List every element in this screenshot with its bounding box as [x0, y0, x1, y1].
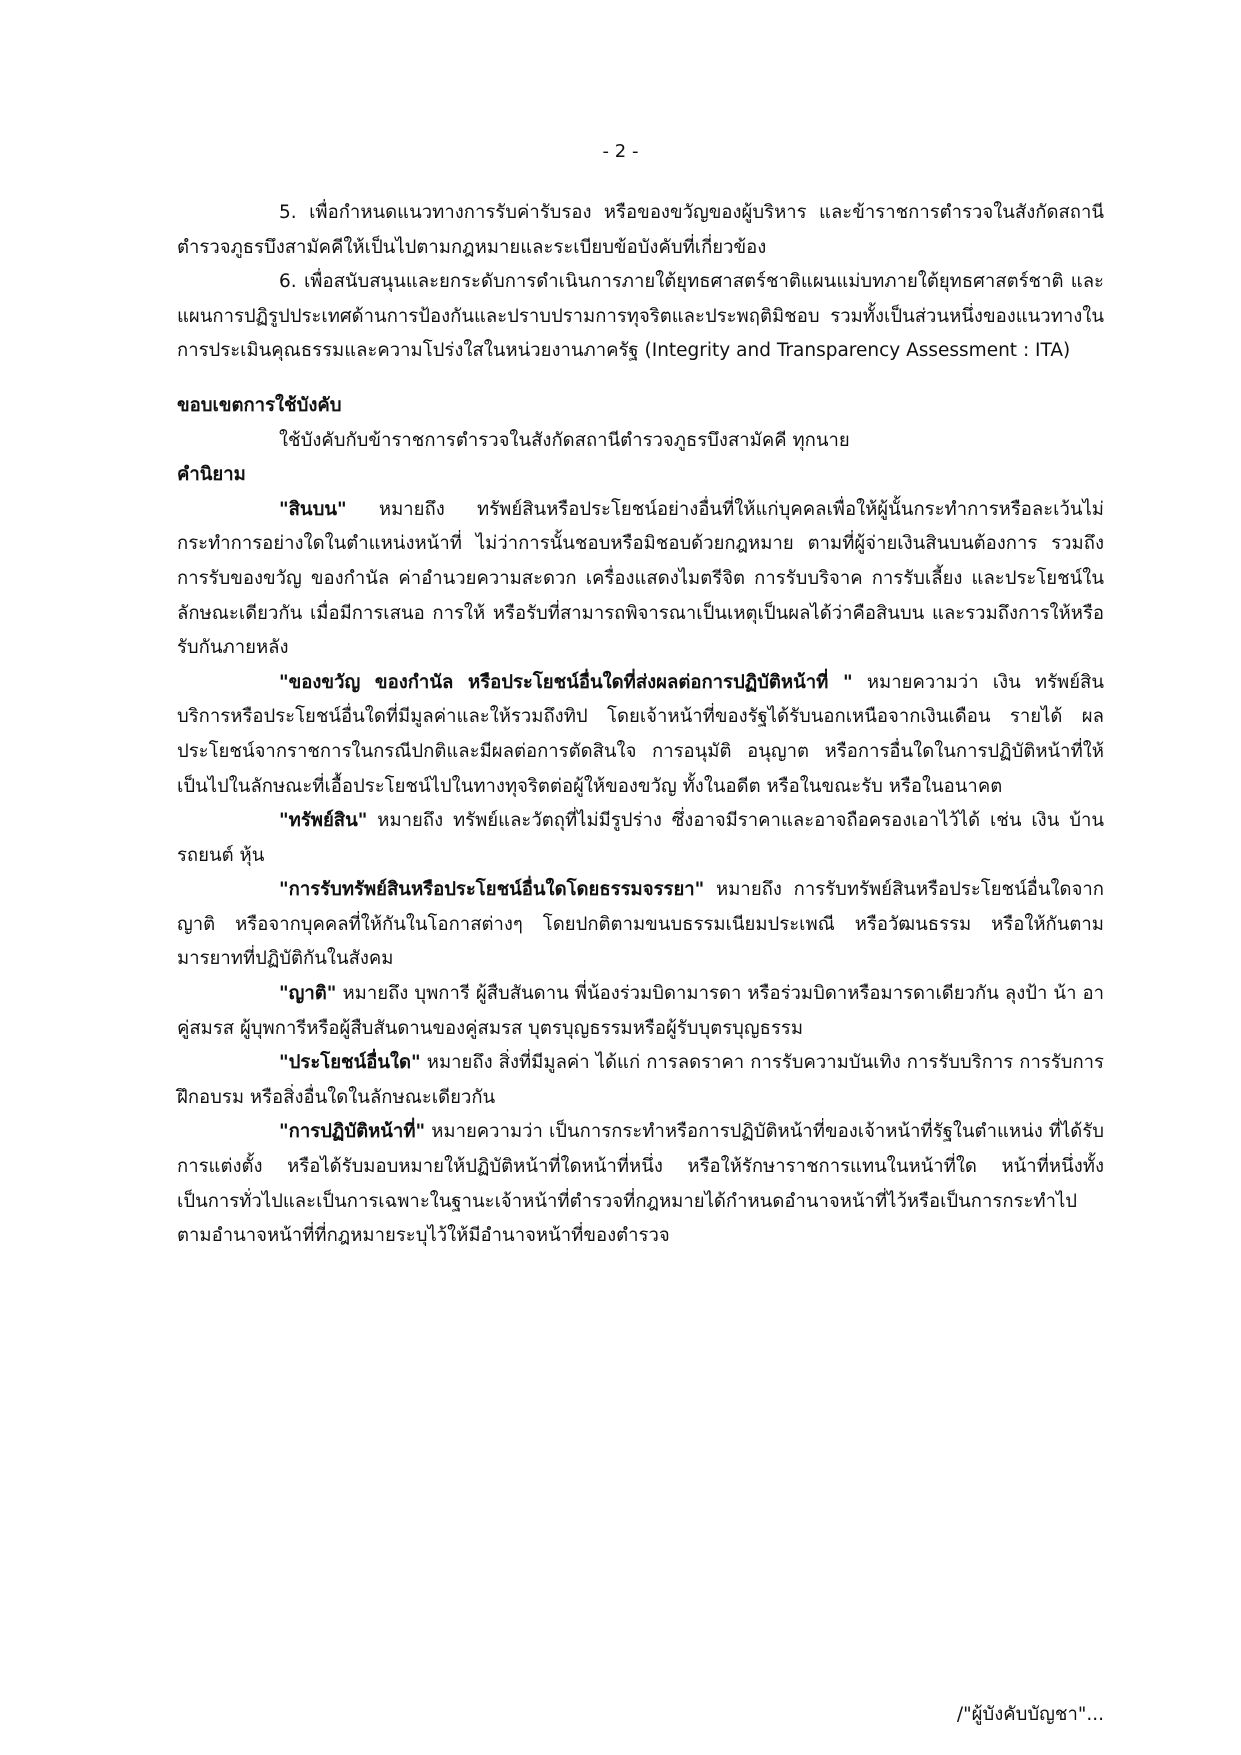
definition-term: "ญาติ" [279, 983, 337, 1005]
definition-text: หมายความว่า เงิน ทรัพย์สิน บริการหรือประโยชน์อื่นใดที่มีมูลค่าและให้รวมถึงทิป โดยเจ้าหน้าที่ของรัฐได้รับนอกเหนือจากเงินเดือน รายได้ ผลประโยชน์จากราชการในกรณีปกติและมีผลต่อการตัดสินใจ การอนุมัติ อนุญาต หรือการอื่นใดในการปฏิบัติหน้าที่ให้เป็นไปในลักษณะที่เอื้อประโยชน์ไปในทางทุจริตต่อผู้ให้ของขวัญ ทั้งในอดีต หรือในขณะรับ หรือในอนาคต [177, 671, 1104, 797]
definition-term: "สินบน" [279, 498, 347, 520]
definition-item [177, 493, 1104, 666]
objective-paragraph-5: 5. เพื่อกำหนดแนวทางการรับค่ารับรอง หรือของขวัญของผู้บริหาร และข้าราชการตำรวจในสังกัดสถานีตำรวจภูธรบึงสามัคคีให้เป็นไปตามกฎหมายและระเบียบข้อบังคับที่เกี่ยวข้อง [177, 202, 1104, 258]
document-body [177, 196, 1104, 1254]
definition-term: "ทรัพย์สิน" [279, 810, 368, 832]
definition-text: หมายความว่า เป็นการกระทำหรือการปฏิบัติหน้าที่ของเจ้าหน้าที่รัฐในตำแหน่ง ที่ได้รับการแต่งตั้ง หรือได้รับมอบหมายให้ปฏิบัติหน้าที่ใดหน้าที่หนึ่ง หรือให้รักษาราชการแทนในหน้าที่ใด หน้าที่หนึ่งทั้งเป็นการทั่วไปและเป็นการเฉพาะในฐานะเจ้าหน้าที่ตำรวจที่กฎหมายได้กำหนดอำนาจหน้าที่ไว้หรือเป็นการกระทำไปตามอำนาจหน้าที่ที่กฎหมายระบุไว้ให้มีอำนาจหน้าที่ของตำรวจ [177, 1121, 1104, 1247]
scope-heading: ขอบเขตการใช้บังคับ [177, 394, 342, 416]
definition-text: หมายถึง การรับทรัพย์สินหรือประโยชน์อื่นใดจากญาติ หรือจากบุคคลที่ให้กันในโอกาสต่างๆ โดยปกติตามขนบธรรมเนียมประเพณี หรือวัฒนธรรม หรือให้กันตามมารยาทที่ปฏิบัติกันในสังคม [177, 879, 1104, 970]
page-number: - 2 - [602, 141, 639, 162]
definition-text: หมายถึง ทรัพย์และวัตถุที่ไม่มีรูปร่าง ซึ่งอาจมีราคาและอาจถือครองเอาไว้ได้ เช่น เงิน บ้าน รถยนต์ หุ้น [177, 810, 1104, 866]
definition-item [177, 1046, 1104, 1115]
definitions-heading: คำนิยาม [177, 464, 246, 486]
definition-item [177, 977, 1104, 1046]
definition-item [177, 804, 1104, 873]
definition-text: หมายถึง บุพการี ผู้สืบสันดาน พี่น้องร่วมบิดามารดา หรือร่วมบิดาหรือมารดาเดียวกัน ลุงป้า น้า อา คู่สมรส ผู้บุพการีหรือผู้สืบสันดานของคู่สมรส บุตรบุญธรรมหรือผู้รับบุตรบุญธรรม [177, 983, 1104, 1039]
definition-item [177, 873, 1104, 977]
definition-term: "การปฏิบัติหน้าที่" [279, 1121, 426, 1143]
definition-text: หมายถึง สิ่งที่มีมูลค่า ได้แก่ การลดราคา การรับความบันเทิง การรับบริการ การรับการฝึกอบรม หรือสิ่งอื่นใดในลักษณะเดียวกัน [177, 1052, 1104, 1108]
definition-item [177, 1115, 1104, 1253]
definition-term: "การรับทรัพย์สินหรือประโยชน์อื่นใดโดยธรรมจรรยา" [279, 879, 705, 901]
scope-text: ใช้บังคับกับข้าราชการตำรวจในสังกัดสถานีตำรวจภูธรบึงสามัคคี ทุกนาย [279, 429, 850, 451]
definition-term: "ของขวัญ ของกำนัล หรือประโยชน์อื่นใดที่ส่งผลต่อการปฏิบัติหน้าที่ " [279, 671, 853, 693]
objective-paragraph-6: 6. เพื่อสนับสนุนและยกระดับการดำเนินการภายใต้ยุทธศาสตร์ชาติแผนแม่บทภายใต้ยุทธศาสตร์ชาติ และแผนการปฏิรูปประเทศด้านการป้องกันและปราบปรามการทุจริตและประพฤติมิชอบ รวมทั้งเป็นส่วนหนึ่งของแนวทางในการประเมินคุณธรรมและความโปร่งใสในหน่วยงานภาครัฐ (Integrity and Transparency Assessment : ITA) [177, 271, 1104, 362]
continuation-marker: /"ผู้บังคับบัญชา"... [956, 1704, 1104, 1725]
definition-text: หมายถึง ทรัพย์สินหรือประโยชน์อย่างอื่นที่ให้แก่บุคคลเพื่อให้ผู้นั้นกระทำการหรือละเว้นไม่กระทำการอย่างใดในตำแหน่งหน้าที่ ไม่ว่าการนั้นชอบหรือมิชอบด้วยกฎหมาย ตามที่ผู้จ่ายเงินสินบนต้องการ รวมถึงการรับของขวัญ ของกำนัล ค่าอำนวยความสะดวก เครื่องแสดงไมตรีจิต การรับบริจาค การรับเลี้ยง และประโยชน์ในลักษณะเดียวกัน เมื่อมีการเสนอ การให้ หรือรับที่สามารถพิจารณาเป็นเหตุเป็นผลได้ว่าคือสินบน และรวมถึงการให้หรือรับกันภายหลัง [177, 498, 1104, 659]
definition-term: "ประโยชน์อื่นใด" [279, 1052, 421, 1074]
definition-item [177, 666, 1104, 804]
